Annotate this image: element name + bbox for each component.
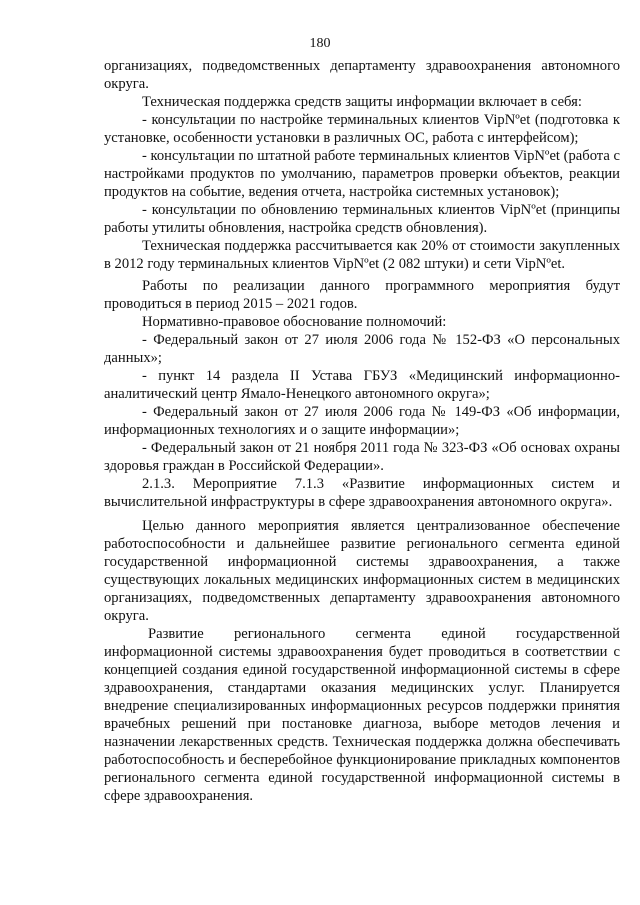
paragraph-support-cost: Техническая поддержка рассчитывается как 20% от стоимости закупленных в 2012 году терминальных клиентов VipNºet (2 082 штуки) и сети VipNºet.: [104, 238, 620, 272]
paragraph-schedule: Работы по реализации данного программного мероприятия будут проводиться в период 2015 – 2021 годов.: [104, 278, 620, 312]
paragraph-tech-support-intro: Техническая поддержка средств защиты информации включает в себя:: [142, 94, 582, 110]
paragraph-goal: Целью данного мероприятия является централизованное обеспечение работоспособности и дальнейшее развитие регионального сегмента единой государственной информационной системы здравоохранения, а также существующих локальных медицинских информационных систем в медицинских организациях, подведомственных департаменту здравоохранения автономного округа.: [104, 518, 620, 624]
list-item-law-323: - Федеральный закон от 21 ноября 2011 года № 323-ФЗ «Об основах охраны здоровья граждан в Российской Федерации».: [104, 440, 620, 474]
document-body: [104, 57, 620, 805]
list-item-law-152: - Федеральный закон от 27 июля 2006 года № 152-ФЗ «О персональных данных»;: [104, 332, 620, 366]
page-number: 180: [309, 36, 331, 51]
paragraph-continuation: организациях, подведомственных департаменту здравоохранения автономного округа.: [104, 58, 620, 92]
list-item-consult-setup: - консультации по настройке терминальных клиентов VipNºet (подготовка к установке, особенности установки в различных ОС, работа с интерфейсом);: [104, 112, 620, 146]
paragraph-legal-basis: Нормативно-правовое обоснование полномочий:: [142, 314, 447, 330]
list-item-consult-update: - консультации по обновлению терминальных клиентов VipNºet (принципы работы утилиты обновления, настройка средств обновления).: [104, 202, 620, 236]
list-item-charter: - пункт 14 раздела II Устава ГБУЗ «Медицинский информационно-аналитический центр Ямало-Ненецкого автономного округа»;: [104, 368, 620, 402]
paragraph-development: Развитие регионального сегмента единой государственной информационной системы здравоохранения будет проводиться в соответствии с концепцией создания единой государственной информационной системы в сфере здравоохранения, стандартами оказания медицинских услуг. Планируется внедрение специализированных информационных ресурсов поддержки принятия врачебных решений при постановке диагноза, выборе методов лечения и назначении лекарственных средств. Техническая поддержка должна обеспечивать работоспособность и бесперебойное функционирование прикладных компонентов регионального сегмента единой государственной информационной системы в сфере здравоохранения.: [104, 626, 620, 804]
list-item-consult-operation: - консультации по штатной работе терминальных клиентов VipNºet (работа с настройками продуктов по умолчанию, параметров проверки объектов, реакции продуктов на событие, ведения отчета, настройка системных установок);: [104, 148, 620, 200]
section-heading-2-1-3: 2.1.3. Мероприятие 7.1.3 «Развитие информационных систем и вычислительной инфраструктуры в сфере здравоохранения автономного округа».: [104, 476, 620, 510]
list-item-law-149: - Федеральный закон от 27 июля 2006 года № 149-ФЗ «Об информации, информационных технологиях и о защите информации»;: [104, 404, 620, 438]
